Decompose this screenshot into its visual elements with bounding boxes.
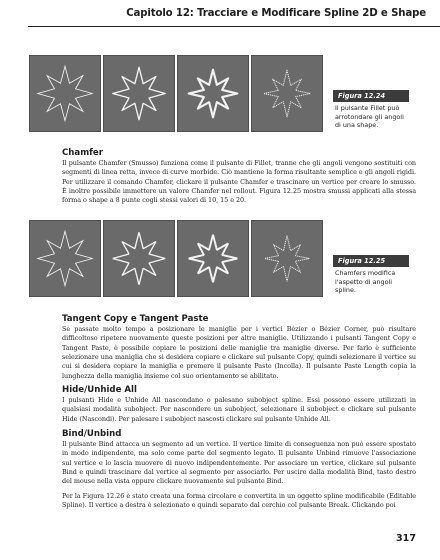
page-number: 317 <box>395 533 416 544</box>
figure-caption-text: Chamfers modifica l'aspetto di angoli spline. <box>335 269 396 295</box>
star-shape-chamfer-15 <box>178 221 248 296</box>
section-paragraph: Se passate molto tempo a posizionare le maniglie per i vertici Bézier o Bézier Corner, può risultare difficoltoso ripetere nuovamente queste posizioni per altre maniglie. Utilizzando i pulsanti Tangent Copy e Tangent Paste, è possibile copiare le posizioni delle maniglie tra maniglie diverse. Per farlo è sufficiente selezionare una maniglia che si desidera copiare e clickare sul pulsante Copy, quindi selezionare il vertice su cui si desidera copiare la maniglia e premere il pulsante Paste (Incolla). Il pulsante Paste Length copia la lunghezza della maniglia insieme col suo orientamento se abilitato. <box>62 325 416 380</box>
fillet-panel-original <box>29 55 101 132</box>
figure-12-25-images <box>29 220 329 297</box>
star-shape-original <box>30 56 100 131</box>
fillet-panel-15 <box>177 55 249 132</box>
section-heading: Chamfer <box>62 148 103 158</box>
star-shape-fillet-10 <box>104 56 174 131</box>
section-chamfer <box>62 148 416 206</box>
fillet-panel-10 <box>103 55 175 132</box>
chapter-title: Capitolo 12: Tracciare e Modificare Spline 2D e Shape <box>126 8 426 19</box>
figure-label: Figura 12.24 <box>333 90 409 102</box>
chamfer-panel-15 <box>177 220 249 297</box>
fillet-panel-20 <box>251 55 323 132</box>
figure-12-24-images <box>29 55 329 132</box>
section-heading: Tangent Copy e Tangent Paste <box>62 314 209 324</box>
figure-12-25-caption <box>333 255 409 295</box>
section-heading: Hide/Unhide All <box>62 385 137 395</box>
section-paragraph: Il pulsante Chamfer (Smusso) funziona come il pulsante di Fillet, tranne che gli angoli vengono sostituiti con segmenti di linea retta, invece di curve morbide. Ciò mantiene la forma risultante semplice e gli angoli rigidi. Per utilizzare il comando Chamfer, clickare il pulsante Chamfer e trascinare un vertice per creare lo smusso. È inoltre possibile immettere un valore Chamfer nel rollout. Figura 12.25 mostra smussi applicati alla stessa forma o shape a 8 punte cogli stessi valori di 10, 15 e 20. <box>62 159 416 205</box>
star-shape-fillet-20 <box>252 56 322 131</box>
figure-caption-text: Il pulsante Fillet può arrotondare gli angoli di una shape. <box>335 104 404 130</box>
section-tangent-copy <box>62 314 416 381</box>
figure-label: Figura 12.25 <box>333 255 409 267</box>
star-shape-fillet-15 <box>178 56 248 131</box>
section-hide-unhide <box>62 385 416 424</box>
section-bind-unbind <box>62 429 416 510</box>
figure-12-24-caption <box>333 90 409 130</box>
section-paragraph: Per la Figura 12.26 è stato creata una forma circolare e convertita in un oggetto spline modificabile (Editable Spline). Il vertice a destra è selezionato e quindi separato dal cerchio col pulsante Break. Clickando poi <box>62 491 416 510</box>
running-header <box>28 0 440 27</box>
chamfer-panel-20 <box>251 220 323 297</box>
section-paragraph: Il pulsante Bind attacca un segmento ad un vertice. Il vertice limite di conseguenza non può essere spostato in modo indipendente, ma solo come parte del segmento legato. Il pulsante Unbind rimuove l'associazione sul vertice e lo lascia muovere di nuovo indipendentemente. Per associare un vertice, clickare sul pulsante Bind e quindi trascinare dal vertice al segmento per associarlo. Per uscire dalla modalità Bind, tasto destro del mouse nella vista oppure clickare nuovamente sul pulsante Bind. <box>62 440 416 486</box>
star-shape-chamfer-20 <box>252 221 322 296</box>
chamfer-panel-10 <box>103 220 175 297</box>
star-shape-original <box>30 221 100 296</box>
section-paragraph: I pulsanti Hide e Unhide All nascondano o palesano subobject spline. Essi possono essere utilizzati in qualsiasi modalità subobject. Per nascondere un subobject, selezionare il subobject e clickare sul pulsante Hide (Nascondi). Per palesare i subobject nascosti clickare sul pulsante Unhide All. <box>62 396 416 423</box>
star-shape-chamfer-10 <box>104 221 174 296</box>
section-heading: Bind/Unbind <box>62 429 122 439</box>
chamfer-panel-original <box>29 220 101 297</box>
